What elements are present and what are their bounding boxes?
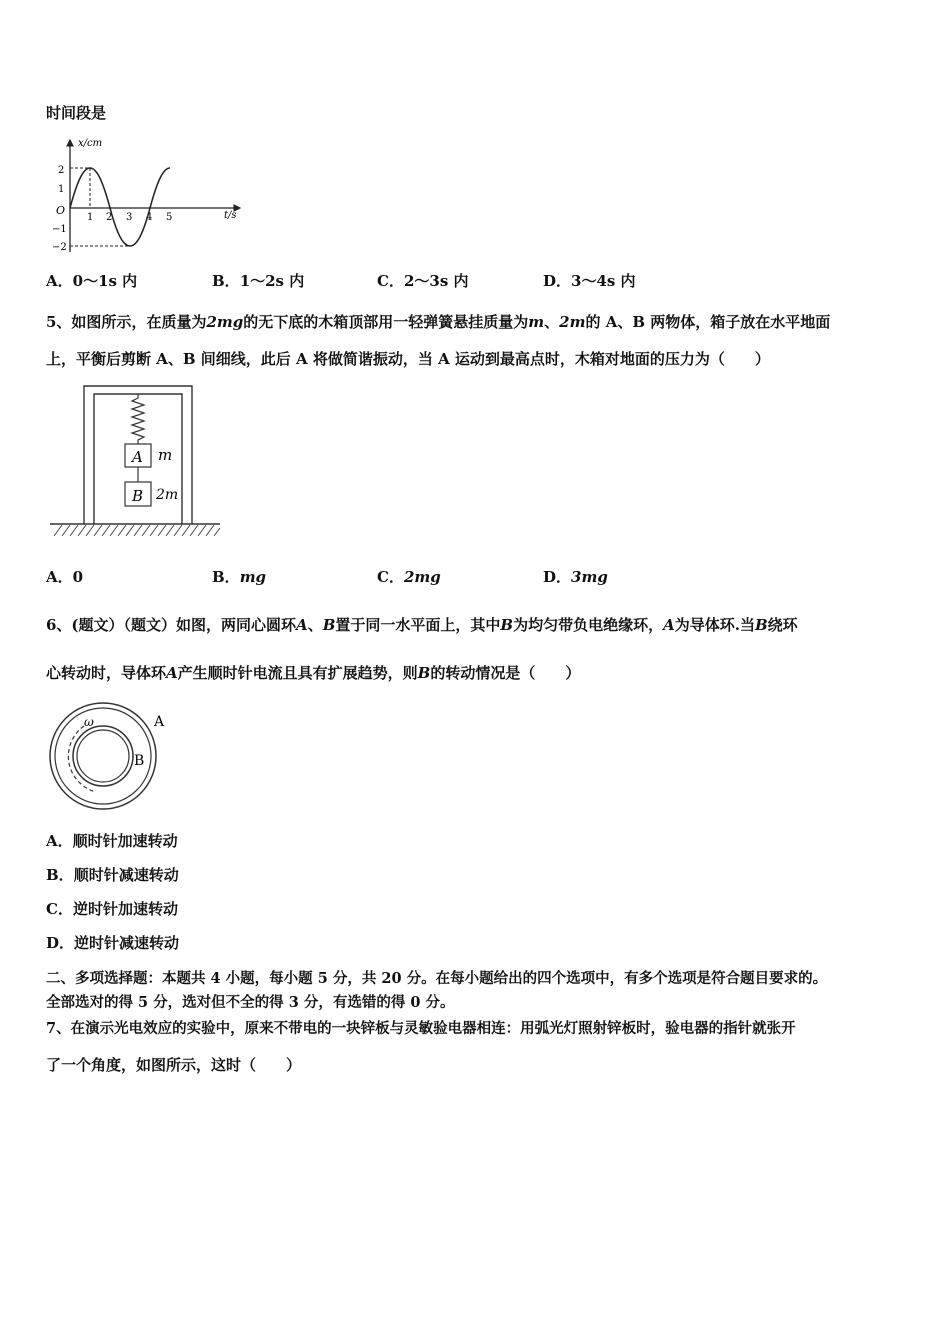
q5-stem-line2: 上，平衡后剪断 A、B 间细线，此后 A 将做简谐振动，当 A 运动到最高点时，木箱对地面的压力为（ ）: [46, 350, 770, 368]
q4-xtick-4: 4: [146, 212, 153, 223]
q4-option-d-text: 3～4s 内: [571, 272, 636, 290]
q5-option-a-text: 0: [72, 568, 84, 586]
q6-l1-e: 置于同一水平面上，其中: [335, 616, 501, 634]
q4-xtick-3: 3: [126, 212, 133, 223]
q5-option-c-letter: C．: [377, 568, 404, 586]
q5-spring: [132, 394, 144, 444]
q6-l1-d: B: [322, 616, 336, 634]
q6-l1-i: 为导体环.当: [674, 616, 755, 634]
q5-l1-g: 的 A、B 两物体，箱子放在水平地面: [585, 313, 831, 331]
q4-origin: O: [56, 204, 66, 217]
q6-l2-a: 心转动时，导体环: [46, 664, 167, 682]
q5-l1-b: 2mg: [206, 313, 244, 331]
q6-option-d[interactable]: [46, 932, 179, 953]
q4-option-d-letter: D．: [543, 272, 572, 290]
q6-option-d-letter: D．: [46, 934, 75, 952]
q6-ring-b-label: B: [134, 753, 145, 769]
q5-option-a[interactable]: [46, 566, 83, 587]
q5-option-d[interactable]: [543, 566, 608, 587]
q7-stem-line2: 了一个角度，如图所示，这时（ ）: [46, 1056, 302, 1074]
q6-omega-label: ω: [84, 715, 94, 729]
q5-option-c-text: 2mg: [403, 568, 441, 586]
q6-l1-a: 6、(题文）（题文）如图，两同心圆环: [46, 616, 297, 634]
q4-option-d[interactable]: [543, 270, 636, 291]
q4-option-b-text: 1～2s 内: [239, 272, 305, 290]
q5-option-b-letter: B．: [212, 568, 240, 586]
q4-xtick-5: 5: [166, 212, 173, 223]
q6-option-d-text: 逆时针减速转动: [74, 934, 180, 952]
q6-option-a-text: 顺时针加速转动: [72, 832, 178, 850]
q4-stem-tail: 时间段是: [46, 104, 107, 122]
q4-sine-curve: [70, 168, 173, 246]
section2-scoring: 全部选对的得 5 分，选对但不全的得 3 分，有选错的得 0 分。: [46, 994, 455, 1011]
q4-ytick-1: 1: [58, 184, 65, 195]
q4-xtick-2: 2: [106, 212, 113, 223]
q6-option-b-text: 顺时针减速转动: [73, 866, 179, 884]
q5-mass-b-label: 2m: [156, 487, 179, 503]
q5-option-d-letter: D．: [543, 568, 572, 586]
q6-l2-c: 产生顺时针电流且具有扩展趋势，则: [177, 664, 418, 682]
q4-option-c-letter: C．: [377, 272, 404, 290]
q6-option-a[interactable]: [46, 830, 178, 851]
q5-option-b-text: mg: [239, 568, 267, 586]
q6-l1-f: B: [500, 616, 514, 634]
q5-l1-a: 5、如图所示，在质量为: [46, 313, 207, 331]
q6-l1-k: 绕环: [767, 616, 798, 634]
q6-option-a-letter: A．: [46, 832, 73, 850]
q6-stem-line2: [46, 662, 580, 683]
q5-mass-a-label: m: [158, 446, 173, 464]
q5-l1-f: 2m: [559, 313, 586, 331]
q6-l1-c: 、: [307, 616, 323, 634]
q6-option-c-text: 逆时针加速转动: [72, 900, 178, 918]
q4-xtick-1: 1: [87, 212, 94, 223]
q6-l2-e: 的转动情况是（ ）: [430, 664, 581, 682]
q4-ytick-m2: −2: [52, 242, 67, 253]
q6-option-b-letter: B．: [46, 866, 74, 884]
q4-option-a-text: 0～1s 内: [72, 272, 138, 290]
q5-block-b-label: B: [132, 487, 144, 505]
q5-option-a-letter: A．: [46, 568, 73, 586]
q4-x-label: t/s: [224, 210, 237, 221]
q5-ground-hatch: [54, 525, 220, 536]
q5-l1-e: 、: [544, 313, 560, 331]
q5-l1-d: m: [528, 313, 545, 331]
q5-stem-line1: [46, 311, 830, 332]
q6-ring-b-inner: [77, 730, 129, 782]
q6-rings-figure: [44, 702, 184, 812]
q5-box-figure: [48, 384, 223, 544]
q6-l2-d: B: [417, 664, 431, 682]
q4-xt-graph: [50, 134, 250, 254]
q4-ytick-m1: −1: [52, 224, 67, 235]
q4-option-b[interactable]: [212, 270, 304, 291]
q4-option-c-text: 2～3s 内: [403, 272, 469, 290]
q6-l1-j: B: [754, 616, 768, 634]
q7-stem-line1: 7、在演示光电效应的实验中，原来不带电的一块锌板与灵敏验电器相连：用弧光灯照射锌板时，验电器的指针就张开: [46, 1020, 796, 1037]
q6-l1-g: 为均匀带负电绝缘环，: [513, 616, 664, 634]
q6-l1-h: A: [663, 616, 675, 634]
q6-option-b[interactable]: [46, 864, 179, 885]
q6-stem-line1: [46, 614, 798, 635]
q6-ring-b-outer: [73, 726, 133, 786]
q4-option-c[interactable]: [377, 270, 469, 291]
q6-option-c[interactable]: [46, 898, 178, 919]
q5-option-c[interactable]: [377, 566, 441, 587]
q4-y-label: x/cm: [78, 138, 103, 149]
q5-option-d-text: 3mg: [571, 568, 608, 586]
q6-l2-b: A: [166, 664, 178, 682]
q4-option-b-letter: B．: [212, 272, 240, 290]
q6-l1-b: A: [296, 616, 308, 634]
q5-l1-c: 的无下底的木箱顶部用一轻弹簧悬挂质量为: [243, 313, 529, 331]
q4-option-a[interactable]: [46, 270, 137, 291]
q4-ytick-2: 2: [58, 165, 65, 176]
q5-option-b[interactable]: [212, 566, 266, 587]
section2-heading: 二、多项选择题：本题共 4 小题，每小题 5 分，共 20 分。在每小题给出的四个选项中，有多个选项是符合题目要求的。: [46, 970, 828, 987]
q4-option-a-letter: A．: [46, 272, 73, 290]
q6-option-c-letter: C．: [46, 900, 73, 918]
q6-ring-a-label: A: [154, 714, 165, 730]
q5-block-a-label: A: [132, 448, 143, 466]
